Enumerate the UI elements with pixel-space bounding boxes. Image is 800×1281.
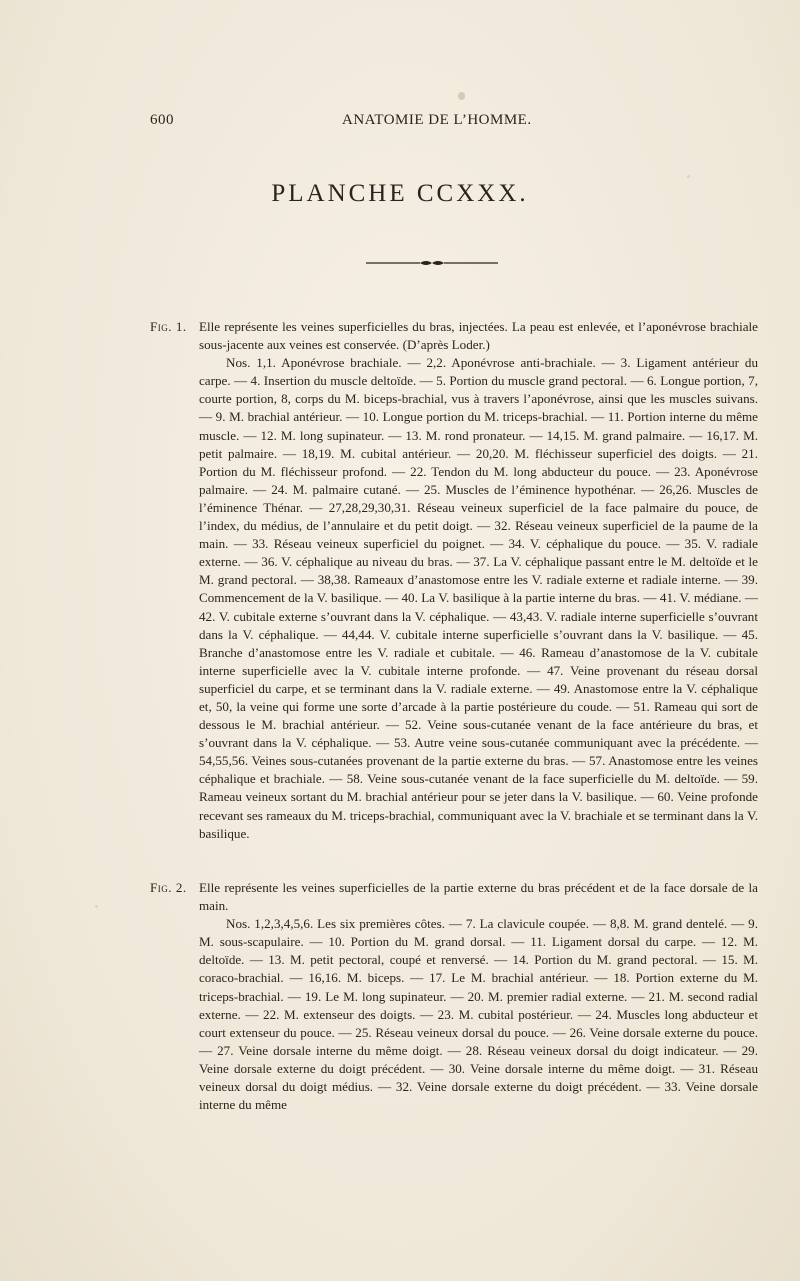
- plate-title: PLANCHE CCXXX.: [271, 180, 529, 207]
- figure-1-legend: [150, 318, 758, 843]
- ornament-divider: [366, 258, 498, 268]
- page-number: 600: [150, 112, 174, 128]
- figure-label: Fig. 2.: [150, 880, 187, 895]
- running-title: ANATOMIE DE L’HOMME.: [342, 112, 532, 128]
- figure-2-legend: [150, 879, 758, 1114]
- ink-spot: [95, 905, 98, 908]
- figure-description: Elle représente les veines superficielles de la partie externe du bras précédent et de la face dorsale de la main.: [199, 880, 758, 914]
- ink-spot: [458, 92, 465, 100]
- figure-items: Nos. 1,1. Aponévrose brachiale. — 2,2. Aponévrose anti-brachiale. — 3. Ligament antérieur du carpe. — 4. Insertion du muscle deltoïde. — 5. Portion du muscle grand pectoral. — 6. Longue portion, 7, courte portion, 8, corps du M. biceps-brachial, vus à travers l’aponévrose, ainsi que les muscles suivans. — 9. M. brachial antérieur. — 10. Longue portion du M. triceps-brachial. — 11. Portion interne du même muscle. — 12. M. long supinateur. — 13. M. rond pronateur. — 14,15. M. grand palmaire. — 16,17. M. petit palmaire. — 18,19. M. cubital antérieur. — 20,20. M. fléchisseur superficiel des doigts. — 21. Portion du M. fléchisseur profond. — 22. Tendon du M. long abducteur du pouce. — 23. Aponévrose palmaire. — 24. M. palmaire cutané. — 25. Muscles de l’éminence hypothénar. — 26,26. Muscles de l’éminence Thénar. — 27,28,29,30,31. Réseau veineux superficiel de la face palmaire du pouce, de l’index, du médius, de l’annulaire et du petit doigt. — 32. Réseau veineux superficiel de la paume de la main. — 33. Réseau veineux superficiel du poignet. — 34. V. céphalique du pouce. — 35. V. radiale externe. — 36. V. céphalique au niveau du bras. — 37. La V. céphalique passant entre le M. deltoïde et le M. grand pectoral. — 38,38. Rameaux d’anastomose entre les V. radiale externe et radiale interne. — 39. Commencement de la V. basilique. — 40. La V. basilique à la partie interne du bras. — 41. V. médiane. — 42. V. cubitale externe s’ouvrant dans la V. céphalique. — 43,43. V. radiale interne superficielle s’ouvrant dans la V. céphalique. — 44,44. V. cubitale interne superficielle s’ouvrant dans la V. basilique. — 45. Branche d’anastomose entre les V. radiale et cubitale. — 46. Rameau d’anastomose de la V. cubitale interne superficielle avec la V. cubitale interne profonde. — 47. Veine provenant du réseau dorsal superficiel du carpe, et se terminant dans la V. radiale externe. — 49. Anastomose entre la V. céphalique et, 50, la veine qui forme une sorte d’arcade à la partie postérieure du coude. — 51. Rameau qui sort de dessous le M. brachial antérieur. — 52. Veine sous-cutanée venant de la face antérieure du bras, et s’ouvrant dans la V. céphalique. — 53. Autre veine sous-cutanée communiquant avec la précédente. — 54,55,56. Veines sous-cutanées provenant de la partie externe du bras. — 57. Anastomose entre les veines céphalique et brachiale. — 58. Veine sous-cutanée venant de la face superficielle du M. deltoïde. — 59. Rameau veineux sortant du M. brachial antérieur pour se jeter dans la V. basilique. — 60. Veine profonde recevant ses rameaux du M. triceps-brachial, communiquant avec la V. brachiale et se terminant dans la V. basilique.: [199, 355, 758, 841]
- figure-items: Nos. 1,2,3,4,5,6. Les six premières côtes. — 7. La clavicule coupée. — 8,8. M. grand dentelé. — 9. M. sous-scapulaire. — 10. Portion du M. grand dorsal. — 11. Ligament dorsal du carpe. — 12. M. deltoïde. — 13. M. petit pectoral, coupé et renversé. — 14. Portion du M. grand pectoral. — 15. M. coraco-brachial. — 16,16. M. biceps. — 17. Le M. brachial antérieur. — 18. Portion externe du M. triceps-brachial. — 19. Le M. long supinateur. — 20. M. premier radial externe. — 21. M. second radial externe. — 22. M. extenseur des doigts. — 23. M. cubital postérieur. — 24. Muscles long abducteur et court extenseur du pouce. — 25. Réseau veineux dorsal du pouce. — 26. Veine dorsale externe du pouce. — 27. Veine dorsale interne du même doigt. — 28. Réseau veineux dorsal du doigt indicateur. — 29. Veine dorsale externe du doigt précédent. — 30. Veine dorsale interne du même doigt. — 31. Réseau veineux dorsal du doigt médius. — 32. Veine dorsale externe du doigt précédent. — 33. Veine dorsale interne du même: [199, 916, 758, 1113]
- figure-label: Fig. 1.: [150, 319, 187, 334]
- ink-spot: [687, 175, 690, 178]
- figure-description: Elle représente les veines superficielles du bras, injectées. La peau est enlevée, et l’aponévrose brachiale sous-jacente aux veines est conservée. (D’après Loder.): [199, 319, 758, 353]
